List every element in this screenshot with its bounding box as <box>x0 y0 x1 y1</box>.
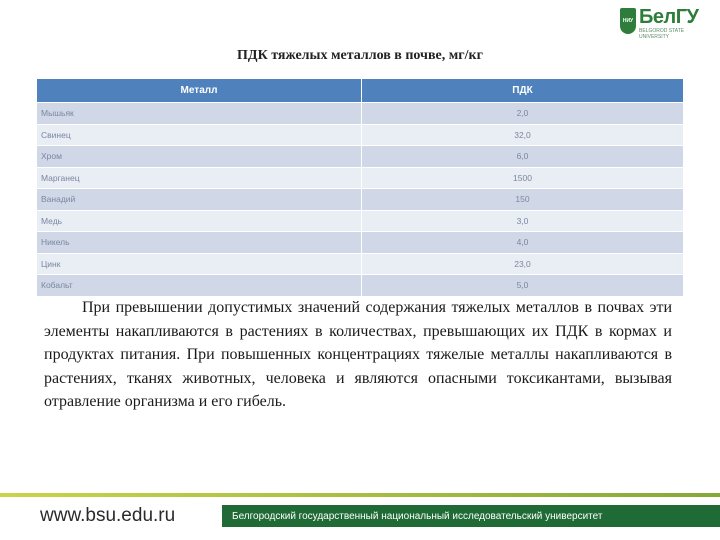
logo-sub-text-2: UNIVERSITY <box>639 34 670 40</box>
table-row <box>37 253 684 275</box>
pdk-cell: 2,0 <box>362 103 684 125</box>
pdk-table <box>36 78 684 297</box>
pdk-cell: 150 <box>362 189 684 211</box>
body-paragraph: При превышении допустимых значений содержания тяжелых металлов в почвах эти элементы накапливаются в растениях в количествах, превышающих их ПДК в кормах и продуктах питания. При повышенных концентрациях тяжелые металлы накапливаются в растениях, тканях животных, человека и являются опасными токсикантами, вызывая отравление организма и его гибель. <box>44 299 672 410</box>
metal-cell: Ванадий <box>37 189 362 211</box>
metal-cell: Никель <box>37 232 362 254</box>
table-header-row <box>37 79 684 103</box>
metal-cell: Марганец <box>37 167 362 189</box>
table-row <box>37 232 684 254</box>
pdk-cell: 4,0 <box>362 232 684 254</box>
pdk-cell: 6,0 <box>362 146 684 168</box>
table-row <box>37 167 684 189</box>
logo-badge: НИУ <box>622 18 634 24</box>
table-row <box>37 275 684 297</box>
table-row <box>37 146 684 168</box>
pdk-cell: 23,0 <box>362 253 684 275</box>
pdk-cell: 32,0 <box>362 124 684 146</box>
metal-cell: Кобальт <box>37 275 362 297</box>
university-logo <box>620 6 712 42</box>
pdk-cell: 1500 <box>362 167 684 189</box>
table-row <box>37 189 684 211</box>
table-row <box>37 124 684 146</box>
metal-cell: Цинк <box>37 253 362 275</box>
metal-cell: Свинец <box>37 124 362 146</box>
metal-cell: Мышьяк <box>37 103 362 125</box>
logo-sub-text-1: BELGOROD STATE <box>639 28 685 34</box>
footer-university-name: Белгородский государственный национальный исследовательский университет <box>232 510 603 522</box>
metal-cell: Хром <box>37 146 362 168</box>
footer-band <box>222 505 720 527</box>
header-pdk: ПДК <box>362 79 684 103</box>
header-metal: Металл <box>37 79 362 103</box>
metal-cell: Медь <box>37 210 362 232</box>
slide-title: ПДК тяжелых металлов в почве, мг/кг <box>237 48 483 63</box>
logo-main-text: БелГУ <box>639 6 699 28</box>
table-row <box>37 210 684 232</box>
logo-text <box>639 6 698 40</box>
table-row <box>37 103 684 125</box>
pdk-cell: 3,0 <box>362 210 684 232</box>
pdk-cell: 5,0 <box>362 275 684 297</box>
shield-icon <box>620 8 636 34</box>
footer-url-link[interactable]: www.bsu.edu.ru <box>40 505 176 526</box>
footer <box>0 497 720 540</box>
